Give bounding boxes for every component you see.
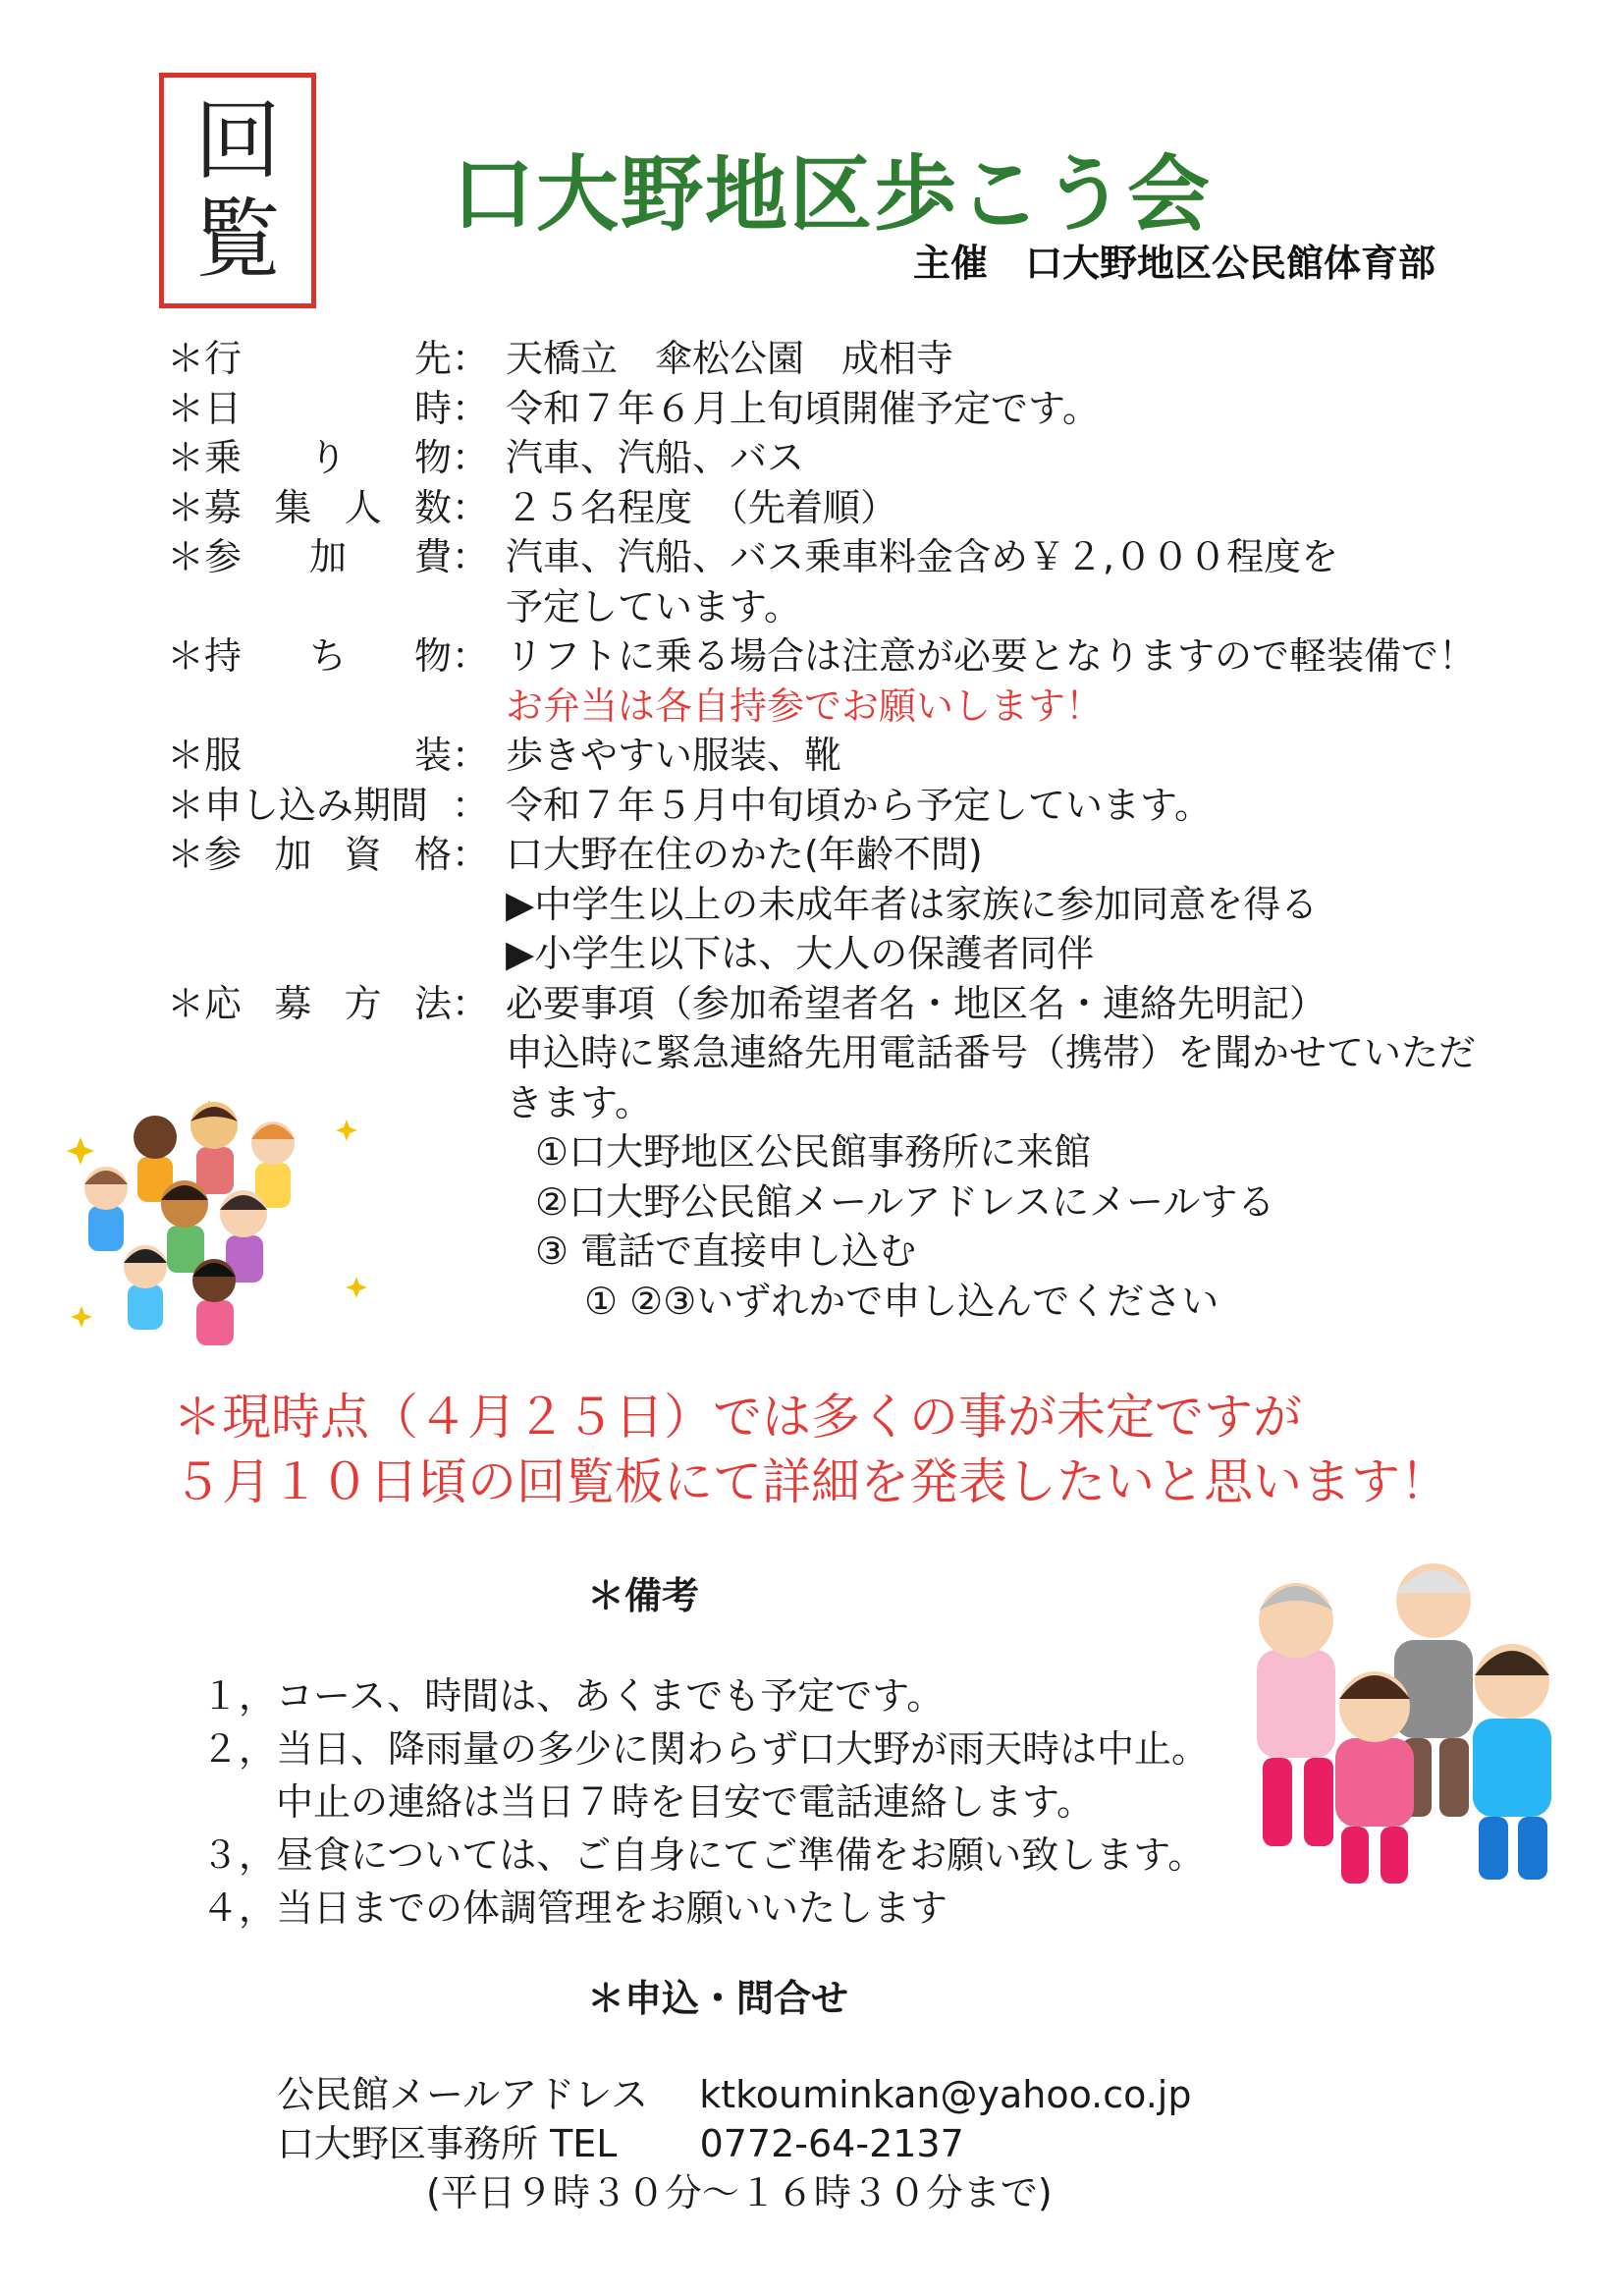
detail-separator: ： <box>452 734 490 777</box>
notice-line-2: ５月１０日頃の回覧板にて詳細を発表したいと思います！ <box>173 1453 1449 1510</box>
detail-value-line: 歩きやすい服装、靴 <box>506 734 842 777</box>
remark-item: １，コース、時間は、あくまでも予定です。 <box>201 1674 945 1718</box>
detail-label-part: 物 <box>413 634 452 678</box>
notice-line-1: ＊現時点（４月２５日）では多くの事が未定ですが <box>173 1389 1302 1446</box>
detail-label-part: ＊申し込み期間 <box>167 783 429 827</box>
remark-item: ３，昼食については、ご自身にてご準備をお願い致します。 <box>201 1833 1206 1877</box>
detail-separator: ： <box>452 485 490 529</box>
remark-item: ２，当日、降雨量の多少に関わらず口大野が雨天時は中止。 <box>201 1727 1210 1771</box>
detail-value-line: お弁当は各自持参でお願いします！ <box>506 683 1104 728</box>
detail-label-part: 資 <box>344 833 382 876</box>
detail-label-part: ＊募 <box>167 485 243 529</box>
detail-value-line: 口大野在住のかた(年齢不問) <box>506 833 983 876</box>
detail-separator: ： <box>452 337 490 380</box>
email-row <box>277 2070 1191 2119</box>
detail-label-part: 人 <box>344 485 382 529</box>
detail-label <box>167 334 452 384</box>
detail-label-part: ＊日 <box>167 386 243 430</box>
detail-value-line: ①口大野地区公民館事務所に来館 <box>535 1130 1092 1174</box>
detail-value-line: 必要事項（参加希望者名・地区名・連絡先明記） <box>506 981 1327 1025</box>
detail-label-part: 募 <box>274 981 312 1025</box>
detail-label-part: ち <box>308 634 347 678</box>
stamp-char-1: 回 <box>193 90 281 191</box>
detail-separator: ： <box>452 634 490 678</box>
detail-label <box>167 781 452 831</box>
detail-separator: ： <box>452 981 490 1025</box>
detail-label-part: ＊参 <box>167 535 243 578</box>
detail-label-part: ＊持 <box>167 634 243 678</box>
detail-label <box>167 830 452 979</box>
detail-label-part: 物 <box>413 436 452 479</box>
remark-item: 中止の連絡は当日７時を目安で電話連絡します。 <box>276 1780 1094 1824</box>
detail-value <box>506 979 1517 1327</box>
detail-value <box>506 384 1517 434</box>
detail-value-line: 汽車、汽船、バス <box>506 436 805 479</box>
detail-label-part: 格 <box>413 833 452 876</box>
detail-label <box>167 532 452 631</box>
detail-label <box>167 384 452 434</box>
detail-row <box>167 483 1517 533</box>
detail-row <box>167 532 1517 631</box>
remarks-list <box>201 1669 1209 1935</box>
detail-label <box>167 731 452 781</box>
detail-label-part: 法 <box>413 981 452 1025</box>
detail-label-part: 先 <box>413 337 452 380</box>
detail-value-line: 天橋立 傘松公園 成相寺 <box>506 337 954 380</box>
detail-value <box>506 781 1517 831</box>
detail-row <box>167 334 1517 384</box>
detail-value-line: 汽車、汽船、バス乗車料金含め￥２,０００程度を <box>506 535 1339 578</box>
kairan-stamp <box>159 73 316 308</box>
detail-label-part: 数 <box>413 485 452 529</box>
email-address[interactable]: ktkouminkan@yahoo.co.jp <box>699 2073 1192 2116</box>
detail-value-line: 予定しています。 <box>506 584 801 628</box>
detail-value <box>506 731 1517 781</box>
detail-value-line: ②口大野公民館メールアドレスにメールする <box>535 1179 1275 1224</box>
detail-label <box>167 433 452 483</box>
remarks-heading: ＊備考 <box>587 1574 700 1617</box>
detail-value-line: ① ②③いずれかで申し込んでください <box>584 1279 1219 1323</box>
detail-value <box>506 433 1517 483</box>
detail-row <box>167 830 1517 979</box>
tel-row <box>277 2119 1191 2168</box>
detail-label-part: ＊行 <box>167 337 243 380</box>
detail-label-part: 加 <box>274 833 312 876</box>
detail-label-part: 時 <box>413 386 452 430</box>
detail-label-part: ＊参 <box>167 833 243 876</box>
detail-label-part: 集 <box>274 485 312 529</box>
detail-label-part: 加 <box>308 535 347 578</box>
detail-row <box>167 731 1517 781</box>
tel-number[interactable]: 0772-64-2137 <box>699 2122 964 2165</box>
detail-row <box>167 384 1517 434</box>
detail-value-line: ▶小学生以下は、大人の保護者同伴 <box>506 932 1095 975</box>
organizer: 主催 口大野地区公民館体育部 <box>913 242 1436 285</box>
contact-info <box>277 2070 1191 2217</box>
detail-row <box>167 631 1517 731</box>
detail-value <box>506 483 1517 533</box>
detail-separator: ： <box>452 833 490 876</box>
detail-separator: ： <box>452 535 490 578</box>
detail-label-part: 方 <box>344 981 382 1025</box>
notice <box>173 1385 1449 1514</box>
detail-label-part: ＊応 <box>167 981 243 1025</box>
contact-heading: ＊申込・問合せ <box>587 1977 849 2020</box>
detail-value <box>506 631 1517 731</box>
tel-label: 口大野区事務所 TEL <box>277 2122 618 2165</box>
detail-value-line: 令和７年６月上旬頃開催予定です。 <box>506 386 1100 430</box>
office-hours: (平日９時３０分～１６時３０分まで) <box>426 2171 1053 2214</box>
detail-value <box>506 830 1517 979</box>
detail-value-line: ▶中学生以上の未成年者は家族に参加同意を得る <box>506 882 1319 926</box>
remark-item: ４，当日までの体調管理をお願いいたします <box>201 1886 948 1930</box>
detail-label-part: り <box>308 436 347 479</box>
detail-value <box>506 334 1517 384</box>
page-title: 口大野地区歩こう会 <box>452 146 1213 243</box>
detail-label-part: 装 <box>413 734 452 777</box>
detail-value-line: 令和７年５月中旬頃から予定しています。 <box>506 783 1212 827</box>
detail-label <box>167 631 452 731</box>
detail-value <box>506 532 1517 631</box>
detail-label <box>167 483 452 533</box>
detail-value-line: きます。 <box>506 1080 652 1124</box>
detail-value-line: ２５名程度 （先着順） <box>506 485 898 529</box>
detail-row <box>167 433 1517 483</box>
detail-value-line: リフトに乗る場合は注意が必要となりますので軽装備で！ <box>506 634 1477 678</box>
detail-label-part: ＊乗 <box>167 436 243 479</box>
detail-label-part: 費 <box>413 535 452 578</box>
email-label: 公民館メールアドレス <box>277 2073 649 2116</box>
detail-value-line: ③ 電話で直接申し込む <box>535 1229 917 1273</box>
detail-row <box>167 781 1517 831</box>
detail-separator: ： <box>452 436 490 479</box>
detail-separator: ： <box>452 783 490 827</box>
detail-label-part: ＊服 <box>167 734 243 777</box>
detail-separator: ： <box>452 386 490 430</box>
children-cheering-illustration <box>59 1088 373 1363</box>
detail-value-line: 申込時に緊急連絡先用電話番号（携帯）を聞かせていただ <box>506 1031 1477 1074</box>
people-walking-illustration <box>1227 1542 1591 1885</box>
stamp-char-2: 覧 <box>193 189 281 290</box>
